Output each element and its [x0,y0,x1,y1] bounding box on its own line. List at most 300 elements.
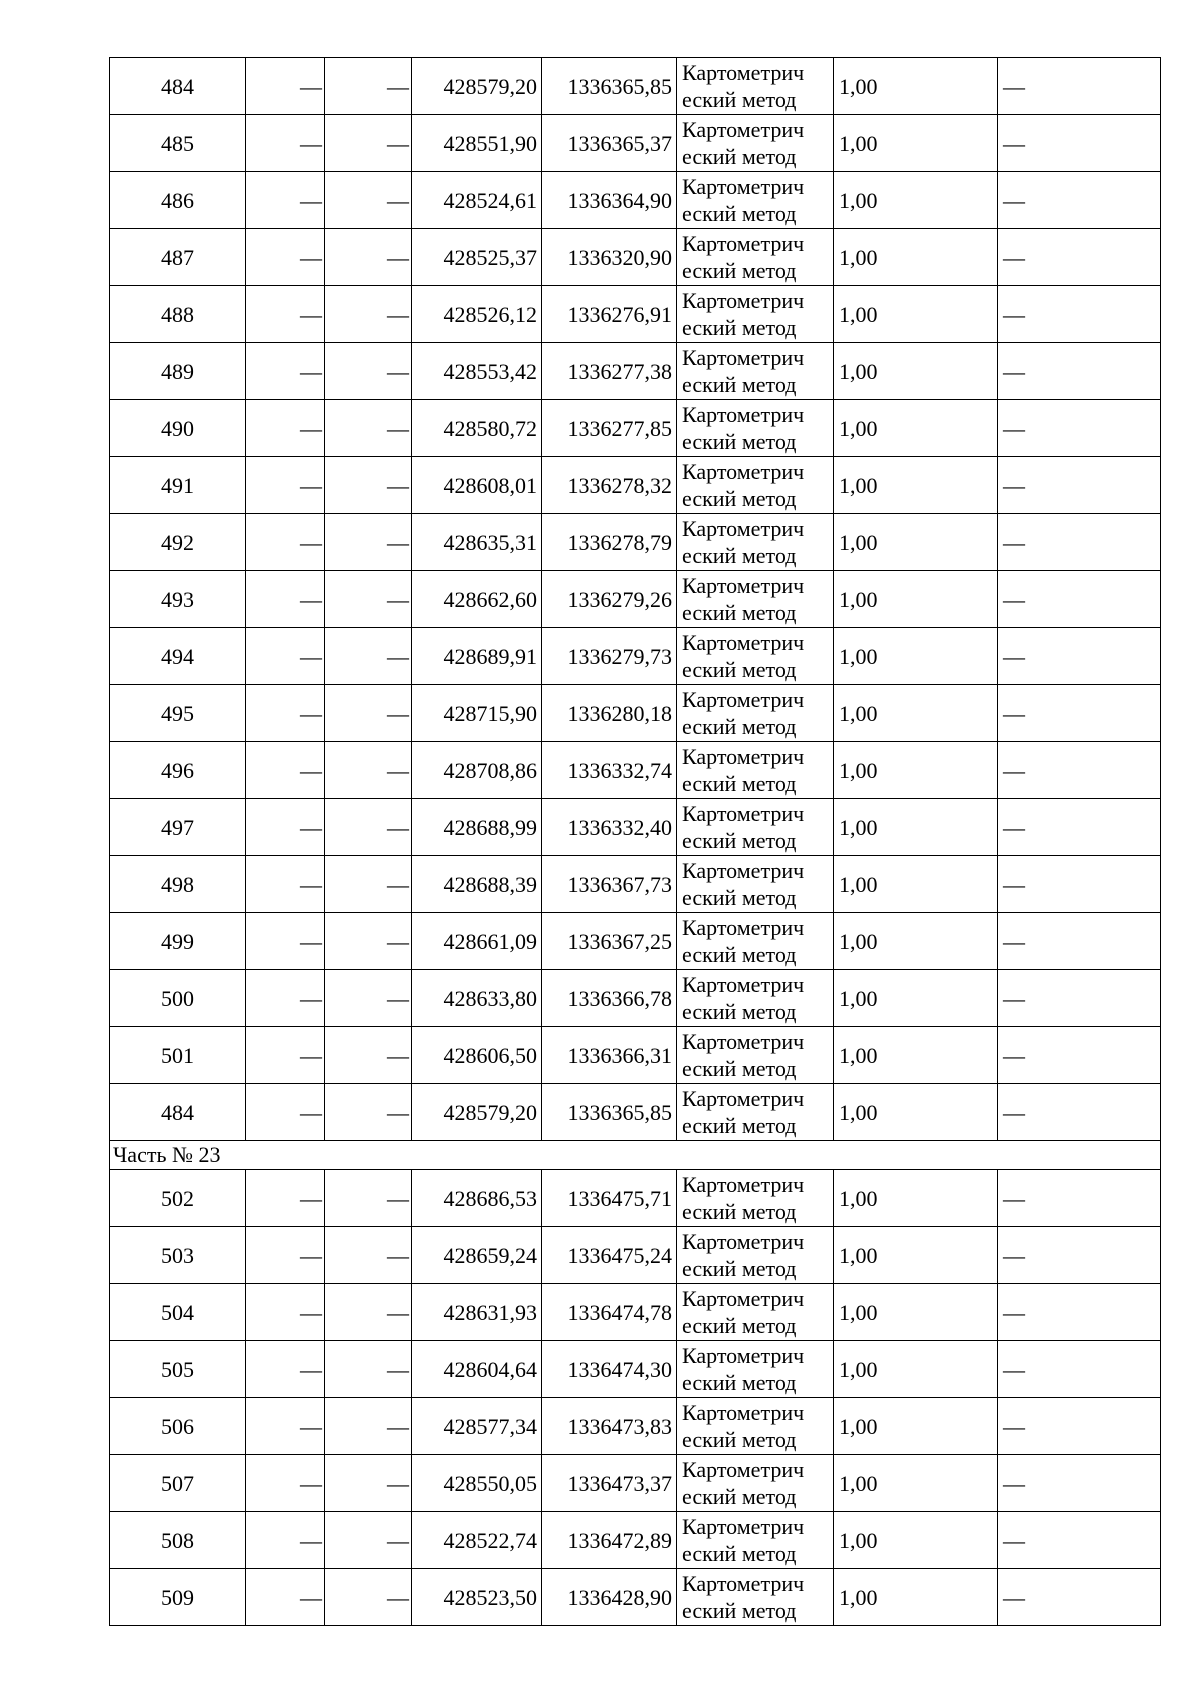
dash-cell-2: — [325,1455,412,1512]
method-text-line-2: еский метод [682,999,797,1024]
method-text-line-2: еский метод [682,600,797,625]
method-text-line-1: Картометрич [682,630,805,655]
description-cell: — [998,1341,1161,1398]
x-coordinate-cell: 428608,01 [412,457,542,514]
method-cell [677,1227,834,1284]
accuracy-cell: 1,00 [834,913,998,970]
y-coordinate-cell: 1336278,32 [542,457,677,514]
method-text-line-2: еский метод [682,1313,797,1338]
method-text-line-2: еский метод [682,771,797,796]
method-text-line-2: еский метод [682,429,797,454]
y-coordinate-cell: 1336367,73 [542,856,677,913]
description-cell: — [998,172,1161,229]
x-coordinate-cell: 428553,42 [412,343,542,400]
description-cell: — [998,856,1161,913]
accuracy-cell: 1,00 [834,1170,998,1227]
accuracy-cell: 1,00 [834,571,998,628]
y-coordinate-cell: 1336279,26 [542,571,677,628]
dash-cell-2: — [325,343,412,400]
method-text-line-1: Картометрич [682,1571,805,1596]
description-cell: — [998,58,1161,115]
y-coordinate-cell: 1336278,79 [542,514,677,571]
dash-cell-2: — [325,229,412,286]
point-number-cell: 491 [110,457,246,514]
method-text-line-2: еский метод [682,486,797,511]
method-cell [677,1398,834,1455]
dash-cell-1: — [246,514,325,571]
x-coordinate-cell: 428580,72 [412,400,542,457]
dash-cell-2: — [325,1227,412,1284]
table-row [110,514,1161,571]
description-cell: — [998,1455,1161,1512]
dash-cell-1: — [246,286,325,343]
method-text-line-2: еский метод [682,201,797,226]
method-text-line-1: Картометрич [682,516,805,541]
description-cell: — [998,1170,1161,1227]
accuracy-cell: 1,00 [834,1027,998,1084]
table-row [110,1284,1161,1341]
description-cell: — [998,1027,1161,1084]
method-text-line-1: Картометрич [682,1343,805,1368]
point-number-cell: 496 [110,742,246,799]
table-body [110,58,1161,1626]
x-coordinate-cell: 428633,80 [412,970,542,1027]
x-coordinate-cell: 428551,90 [412,115,542,172]
dash-cell-2: — [325,970,412,1027]
table-row [110,571,1161,628]
dash-cell-1: — [246,229,325,286]
method-cell [677,457,834,514]
y-coordinate-cell: 1336428,90 [542,1569,677,1626]
method-text-line-1: Картометрич [682,1086,805,1111]
section-header-row [110,1141,1161,1170]
x-coordinate-cell: 428604,64 [412,1341,542,1398]
point-number-cell: 490 [110,400,246,457]
dash-cell-1: — [246,685,325,742]
description-cell: — [998,628,1161,685]
y-coordinate-cell: 1336475,71 [542,1170,677,1227]
y-coordinate-cell: 1336473,37 [542,1455,677,1512]
method-text-line-1: Картометрич [682,459,805,484]
dash-cell-1: — [246,799,325,856]
point-number-cell: 502 [110,1170,246,1227]
x-coordinate-cell: 428579,20 [412,1084,542,1141]
dash-cell-1: — [246,1341,325,1398]
method-text-line-1: Картометрич [682,231,805,256]
method-text-line-2: еский метод [682,1256,797,1281]
point-number-cell: 506 [110,1398,246,1455]
dash-cell-2: — [325,1284,412,1341]
dash-cell-1: — [246,400,325,457]
description-cell: — [998,970,1161,1027]
method-text-line-2: еский метод [682,657,797,682]
accuracy-cell: 1,00 [834,115,998,172]
y-coordinate-cell: 1336474,30 [542,1341,677,1398]
dash-cell-2: — [325,799,412,856]
y-coordinate-cell: 1336320,90 [542,229,677,286]
dash-cell-1: — [246,571,325,628]
point-number-cell: 484 [110,1084,246,1141]
method-text-line-1: Картометрич [682,1514,805,1539]
description-cell: — [998,1227,1161,1284]
method-text-line-2: еский метод [682,543,797,568]
method-text-line-1: Картометрич [682,1457,805,1482]
dash-cell-2: — [325,742,412,799]
dash-cell-2: — [325,1398,412,1455]
table-row [110,1084,1161,1141]
dash-cell-1: — [246,1455,325,1512]
y-coordinate-cell: 1336364,90 [542,172,677,229]
dash-cell-1: — [246,742,325,799]
dash-cell-2: — [325,514,412,571]
y-coordinate-cell: 1336365,37 [542,115,677,172]
dash-cell-1: — [246,1027,325,1084]
method-cell [677,1170,834,1227]
point-number-cell: 508 [110,1512,246,1569]
table-row [110,1341,1161,1398]
description-cell: — [998,742,1161,799]
point-number-cell: 504 [110,1284,246,1341]
dash-cell-2: — [325,913,412,970]
method-text-line-1: Картометрич [682,174,805,199]
method-text-line-2: еский метод [682,1199,797,1224]
dash-cell-1: — [246,1284,325,1341]
method-cell [677,343,834,400]
description-cell: — [998,400,1161,457]
method-text-line-1: Картометрич [682,345,805,370]
dash-cell-1: — [246,628,325,685]
x-coordinate-cell: 428577,34 [412,1398,542,1455]
point-number-cell: 495 [110,685,246,742]
description-cell: — [998,1512,1161,1569]
method-cell [677,571,834,628]
point-number-cell: 505 [110,1341,246,1398]
method-text-line-1: Картометрич [682,858,805,883]
description-cell: — [998,799,1161,856]
method-cell [677,856,834,913]
accuracy-cell: 1,00 [834,1341,998,1398]
point-number-cell: 485 [110,115,246,172]
method-cell [677,1569,834,1626]
method-text-line-2: еский метод [682,828,797,853]
x-coordinate-cell: 428524,61 [412,172,542,229]
y-coordinate-cell: 1336366,78 [542,970,677,1027]
dash-cell-2: — [325,1170,412,1227]
dash-cell-1: — [246,1227,325,1284]
method-text-line-2: еский метод [682,315,797,340]
method-text-line-2: еский метод [682,1427,797,1452]
table-row [110,856,1161,913]
y-coordinate-cell: 1336367,25 [542,913,677,970]
x-coordinate-cell: 428635,31 [412,514,542,571]
dash-cell-2: — [325,400,412,457]
method-text-line-1: Картометрич [682,801,805,826]
document-page [109,57,1160,1626]
accuracy-cell: 1,00 [834,286,998,343]
dash-cell-2: — [325,286,412,343]
dash-cell-1: — [246,970,325,1027]
method-cell [677,970,834,1027]
x-coordinate-cell: 428659,24 [412,1227,542,1284]
method-cell [677,913,834,970]
description-cell: — [998,115,1161,172]
method-text-line-1: Картометрич [682,288,805,313]
accuracy-cell: 1,00 [834,799,998,856]
method-cell [677,115,834,172]
dash-cell-2: — [325,685,412,742]
dash-cell-2: — [325,571,412,628]
point-number-cell: 503 [110,1227,246,1284]
method-text-line-1: Картометрич [682,1286,805,1311]
accuracy-cell: 1,00 [834,1227,998,1284]
table-row [110,343,1161,400]
table-row [110,685,1161,742]
method-text-line-2: еский метод [682,144,797,169]
description-cell: — [998,1284,1161,1341]
method-cell [677,514,834,571]
accuracy-cell: 1,00 [834,1455,998,1512]
table-row [110,115,1161,172]
method-text-line-1: Картометрич [682,687,805,712]
point-number-cell: 484 [110,58,246,115]
method-text-line-1: Картометрич [682,117,805,142]
x-coordinate-cell: 428523,50 [412,1569,542,1626]
method-cell [677,1027,834,1084]
method-text-line-2: еский метод [682,1370,797,1395]
dash-cell-2: — [325,172,412,229]
description-cell: — [998,1569,1161,1626]
table-row [110,742,1161,799]
method-cell [677,1084,834,1141]
x-coordinate-cell: 428689,91 [412,628,542,685]
dash-cell-1: — [246,856,325,913]
description-cell: — [998,1084,1161,1141]
y-coordinate-cell: 1336332,74 [542,742,677,799]
method-cell [677,400,834,457]
table-row [110,1027,1161,1084]
accuracy-cell: 1,00 [834,457,998,514]
point-number-cell: 501 [110,1027,246,1084]
method-cell [677,1341,834,1398]
accuracy-cell: 1,00 [834,628,998,685]
y-coordinate-cell: 1336366,31 [542,1027,677,1084]
table-row [110,799,1161,856]
table-row [110,1455,1161,1512]
method-cell [677,286,834,343]
dash-cell-2: — [325,58,412,115]
x-coordinate-cell: 428688,39 [412,856,542,913]
table-row [110,400,1161,457]
accuracy-cell: 1,00 [834,229,998,286]
method-cell [677,628,834,685]
dash-cell-1: — [246,115,325,172]
method-cell [677,1284,834,1341]
description-cell: — [998,685,1161,742]
y-coordinate-cell: 1336280,18 [542,685,677,742]
method-text-line-1: Картометрич [682,1172,805,1197]
table-row [110,970,1161,1027]
point-number-cell: 507 [110,1455,246,1512]
method-text-line-2: еский метод [682,942,797,967]
point-number-cell: 509 [110,1569,246,1626]
point-number-cell: 492 [110,514,246,571]
accuracy-cell: 1,00 [834,343,998,400]
y-coordinate-cell: 1336277,38 [542,343,677,400]
x-coordinate-cell: 428715,90 [412,685,542,742]
method-text-line-1: Картометрич [682,915,805,940]
x-coordinate-cell: 428708,86 [412,742,542,799]
section-title: Часть № 23 [110,1141,1161,1170]
dash-cell-2: — [325,457,412,514]
accuracy-cell: 1,00 [834,400,998,457]
point-number-cell: 486 [110,172,246,229]
method-cell [677,799,834,856]
method-text-line-1: Картометрич [682,573,805,598]
dash-cell-1: — [246,1569,325,1626]
method-text-line-1: Картометрич [682,1029,805,1054]
table-row [110,913,1161,970]
dash-cell-2: — [325,115,412,172]
table-row [110,457,1161,514]
table-row [110,1227,1161,1284]
method-text-line-2: еский метод [682,1113,797,1138]
method-cell [677,742,834,799]
point-number-cell: 494 [110,628,246,685]
y-coordinate-cell: 1336276,91 [542,286,677,343]
method-cell [677,685,834,742]
x-coordinate-cell: 428522,74 [412,1512,542,1569]
table-row [110,1512,1161,1569]
method-text-line-2: еский метод [682,1056,797,1081]
method-text-line-1: Картометрич [682,60,805,85]
dash-cell-1: — [246,457,325,514]
accuracy-cell: 1,00 [834,1569,998,1626]
x-coordinate-cell: 428526,12 [412,286,542,343]
description-cell: — [998,286,1161,343]
method-text-line-1: Картометрич [682,744,805,769]
dash-cell-1: — [246,1084,325,1141]
table-row [110,172,1161,229]
table-row [110,1170,1161,1227]
dash-cell-2: — [325,1512,412,1569]
y-coordinate-cell: 1336365,85 [542,1084,677,1141]
method-cell [677,172,834,229]
method-text-line-2: еский метод [682,87,797,112]
point-number-cell: 499 [110,913,246,970]
accuracy-cell: 1,00 [834,742,998,799]
method-cell [677,229,834,286]
dash-cell-1: — [246,58,325,115]
table-row [110,1569,1161,1626]
point-number-cell: 498 [110,856,246,913]
table-row [110,58,1161,115]
accuracy-cell: 1,00 [834,970,998,1027]
x-coordinate-cell: 428631,93 [412,1284,542,1341]
method-text-line-2: еский метод [682,372,797,397]
dash-cell-1: — [246,343,325,400]
table-row [110,628,1161,685]
accuracy-cell: 1,00 [834,1084,998,1141]
y-coordinate-cell: 1336473,83 [542,1398,677,1455]
accuracy-cell: 1,00 [834,1398,998,1455]
method-cell [677,58,834,115]
method-text-line-1: Картометрич [682,402,805,427]
dash-cell-2: — [325,1084,412,1141]
point-number-cell: 487 [110,229,246,286]
x-coordinate-cell: 428688,99 [412,799,542,856]
table-row [110,1398,1161,1455]
point-number-cell: 500 [110,970,246,1027]
method-text-line-2: еский метод [682,258,797,283]
point-number-cell: 489 [110,343,246,400]
point-number-cell: 497 [110,799,246,856]
dash-cell-2: — [325,856,412,913]
dash-cell-1: — [246,913,325,970]
method-text-line-2: еский метод [682,1484,797,1509]
method-text-line-2: еский метод [682,885,797,910]
method-cell [677,1512,834,1569]
x-coordinate-cell: 428606,50 [412,1027,542,1084]
x-coordinate-cell: 428662,60 [412,571,542,628]
accuracy-cell: 1,00 [834,685,998,742]
dash-cell-1: — [246,172,325,229]
x-coordinate-cell: 428686,53 [412,1170,542,1227]
description-cell: — [998,571,1161,628]
dash-cell-2: — [325,1341,412,1398]
point-number-cell: 488 [110,286,246,343]
dash-cell-2: — [325,1027,412,1084]
y-coordinate-cell: 1336279,73 [542,628,677,685]
y-coordinate-cell: 1336332,40 [542,799,677,856]
accuracy-cell: 1,00 [834,1284,998,1341]
description-cell: — [998,229,1161,286]
x-coordinate-cell: 428661,09 [412,913,542,970]
y-coordinate-cell: 1336365,85 [542,58,677,115]
x-coordinate-cell: 428579,20 [412,58,542,115]
y-coordinate-cell: 1336474,78 [542,1284,677,1341]
x-coordinate-cell: 428550,05 [412,1455,542,1512]
method-text-line-2: еский метод [682,1541,797,1566]
description-cell: — [998,343,1161,400]
coordinates-table [109,57,1161,1626]
method-text-line-1: Картометрич [682,972,805,997]
dash-cell-2: — [325,628,412,685]
method-text-line-1: Картометрич [682,1229,805,1254]
accuracy-cell: 1,00 [834,856,998,913]
point-number-cell: 493 [110,571,246,628]
y-coordinate-cell: 1336475,24 [542,1227,677,1284]
x-coordinate-cell: 428525,37 [412,229,542,286]
dash-cell-1: — [246,1170,325,1227]
dash-cell-1: — [246,1512,325,1569]
y-coordinate-cell: 1336472,89 [542,1512,677,1569]
method-text-line-2: еский метод [682,1598,797,1623]
description-cell: — [998,1398,1161,1455]
dash-cell-1: — [246,1398,325,1455]
table-row [110,286,1161,343]
description-cell: — [998,913,1161,970]
method-cell [677,1455,834,1512]
table-row [110,229,1161,286]
accuracy-cell: 1,00 [834,58,998,115]
accuracy-cell: 1,00 [834,1512,998,1569]
dash-cell-2: — [325,1569,412,1626]
description-cell: — [998,514,1161,571]
accuracy-cell: 1,00 [834,514,998,571]
accuracy-cell: 1,00 [834,172,998,229]
y-coordinate-cell: 1336277,85 [542,400,677,457]
description-cell: — [998,457,1161,514]
